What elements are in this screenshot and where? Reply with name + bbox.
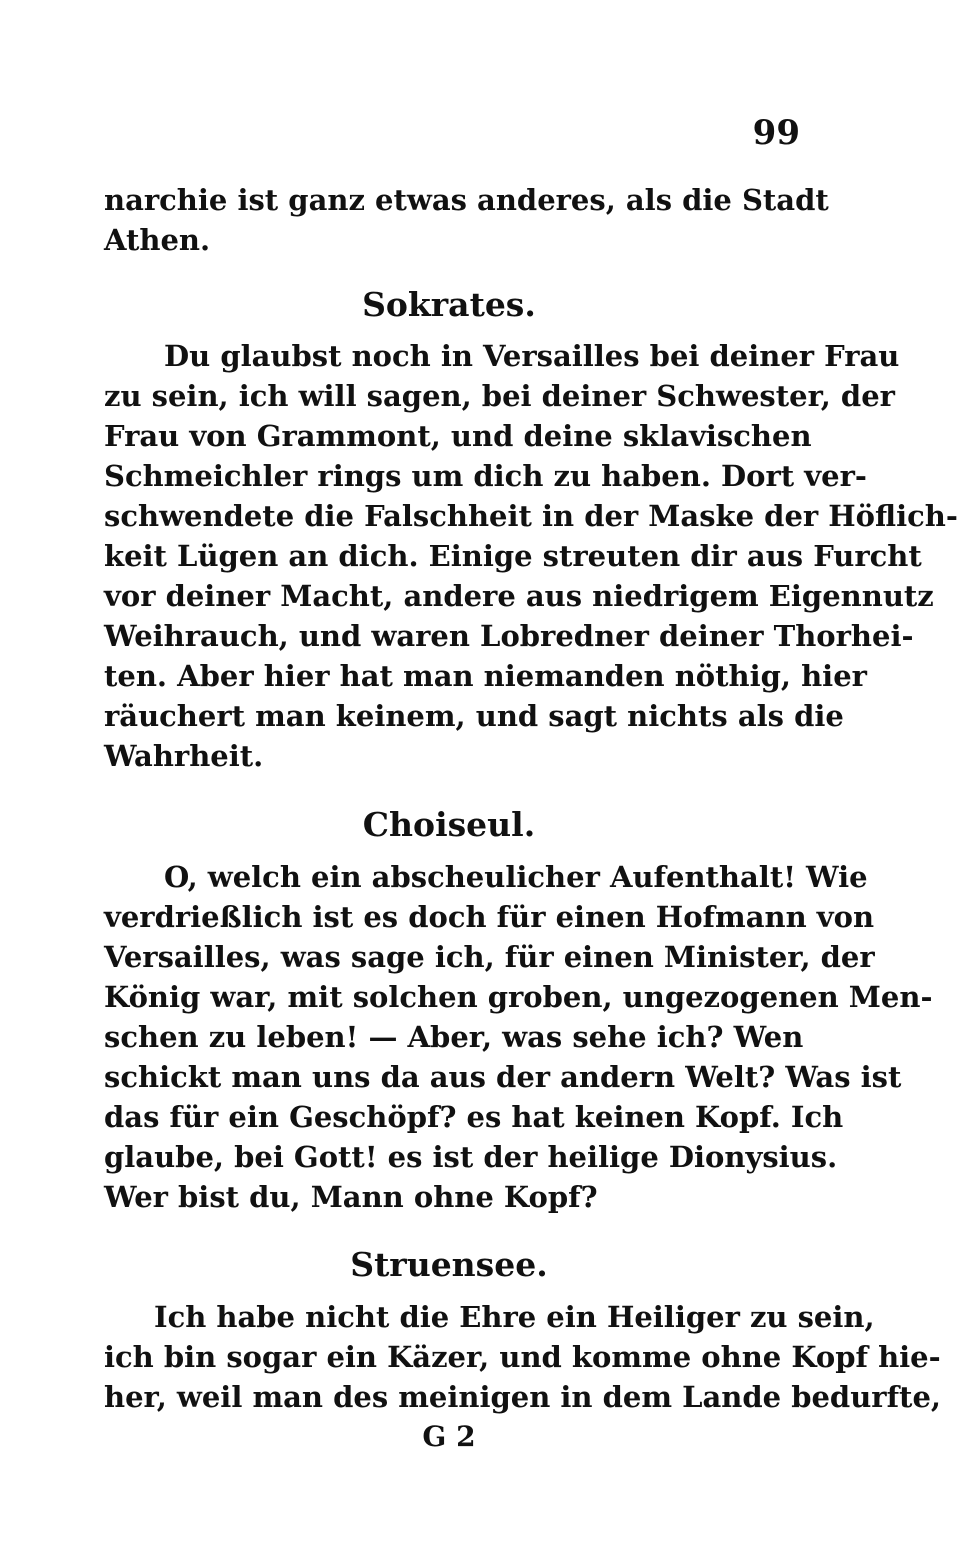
text-line: Versailles, was sage ich, für einen Minister, der [104, 940, 875, 974]
text-line: Du glaubst noch in Versailles bei deiner Frau [164, 339, 900, 373]
text-line: schen zu leben! — Aber, was sehe ich? Wen [104, 1020, 804, 1054]
text-line: räuchert man keinem, und sagt nichts als die [104, 699, 844, 733]
text-line: vor deiner Macht, andere aus niedrigem Eigennutz [104, 579, 934, 613]
text-line: narchie ist ganz etwas anderes, als die Stadt [104, 183, 829, 217]
text-line: Weihrauch, und waren Lobredner deiner Thorhei- [104, 619, 914, 653]
text-line: Frau von Grammont, und deine sklavischen [104, 419, 812, 453]
paragraph-struensee [104, 1297, 941, 1417]
text-line: das für ein Geschöpf? es hat keinen Kopf. Ich [104, 1100, 844, 1134]
text-line: Athen. [104, 223, 211, 257]
text-line: keit Lügen an dich. Einige streuten dir aus Furcht [104, 539, 922, 573]
text-line: König war, mit solchen groben, ungezogenen Men- [104, 980, 933, 1014]
paragraph-sokrates [104, 336, 958, 776]
text-line: Schmeichler rings um dich zu haben. Dort ver- [104, 459, 867, 493]
text-line: zu sein, ich will sagen, bei deiner Schwester, der [104, 379, 895, 413]
speaker-heading-struensee: Struensee. [350, 1245, 548, 1284]
text-line: schickt man uns da aus der andern Welt? Was ist [104, 1060, 902, 1094]
speaker-heading-sokrates: Sokrates. [362, 285, 536, 324]
text-line: Ich habe nicht die Ehre ein Heiliger zu sein, [154, 1300, 875, 1334]
text-line: verdrießlich ist es doch für einen Hofmann von [104, 900, 875, 934]
text-line: glaube, bei Gott! es ist der heilige Dionysius. [104, 1140, 838, 1174]
text-line: ich bin sogar ein Käzer, und komme ohne Kopf hie- [104, 1340, 941, 1374]
signature-mark: G 2 [422, 1420, 476, 1453]
text-line: O, welch ein abscheulicher Aufenthalt! Wie [164, 860, 868, 894]
paragraph-choiseul [104, 857, 933, 1217]
text-line: her, weil man des meinigen in dem Lande bedurfte, [104, 1380, 941, 1414]
text-line: schwendete die Falschheit in der Maske der Höflich- [104, 499, 958, 533]
speaker-heading-choiseul: Choiseul. [362, 805, 536, 844]
page-number: 99 [752, 113, 800, 153]
opening-paragraph [104, 180, 829, 260]
text-line: Wer bist du, Mann ohne Kopf? [104, 1180, 598, 1214]
text-line: Wahrheit. [104, 739, 264, 773]
text-line: ten. Aber hier hat man niemanden nöthig, hier [104, 659, 867, 693]
